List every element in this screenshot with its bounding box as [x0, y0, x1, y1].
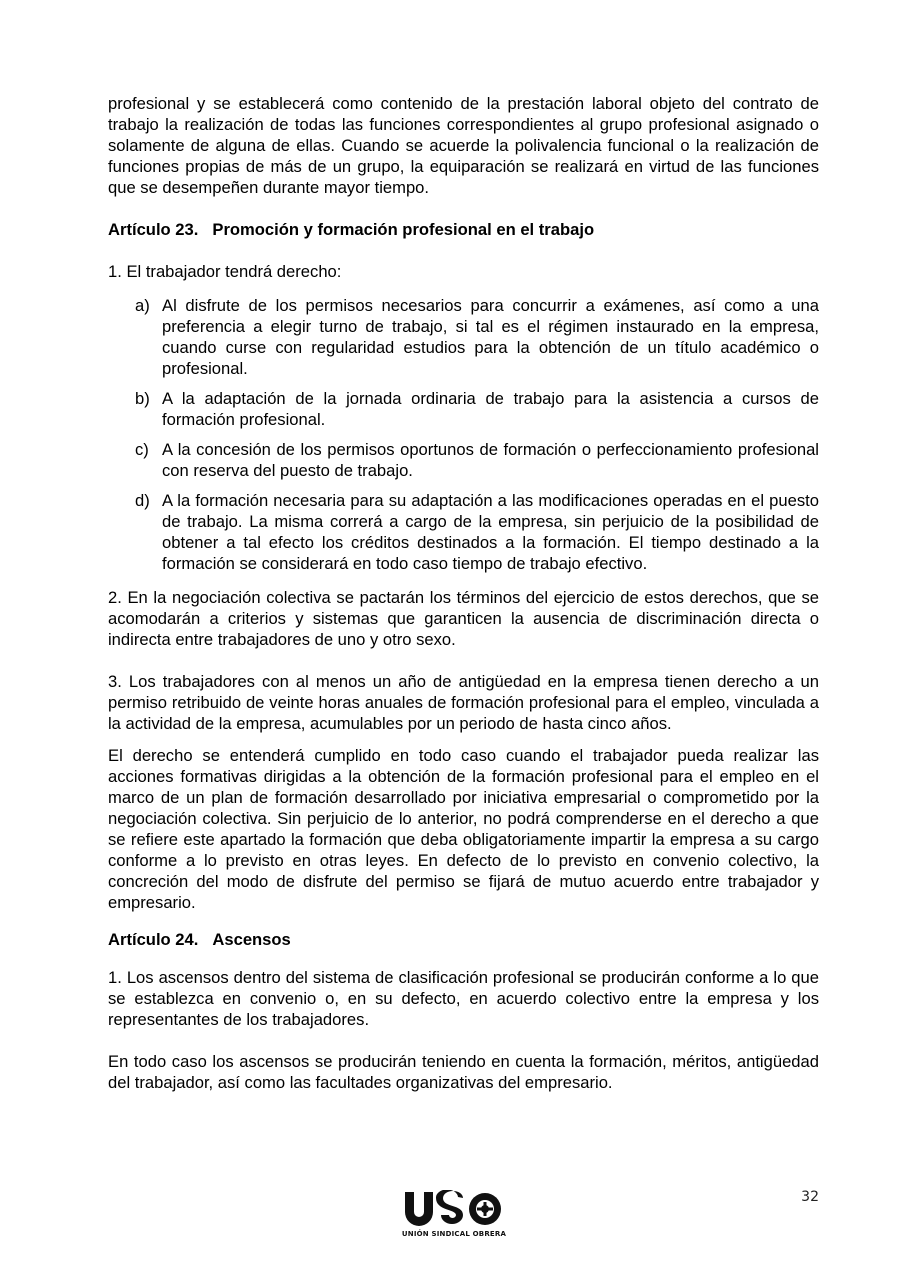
list-marker: b) [135, 389, 150, 408]
list-marker: a) [135, 296, 150, 315]
article-23-paragraph-1: 1. El trabajador tendrá derecho: [108, 262, 342, 281]
list-item [108, 295, 819, 379]
article-24-paragraph-2: En todo caso los ascensos se producirán teniendo en cuenta la formación, méritos, antigüedad del trabajador, así como las facultades organizativas del empresario. [108, 1052, 819, 1092]
uso-logo [401, 1190, 507, 1242]
list-item [108, 388, 819, 430]
article-23-number: Artículo 23. [108, 220, 199, 239]
article-24-paragraph-1: 1. Los ascensos dentro del sistema de clasificación profesional se producirán conforme a lo que se establezca en convenio o, en su defecto, en acuerdo colectivo entre la empresa y los representantes de los trabajadores. [108, 968, 819, 1029]
article-23-list [108, 295, 819, 574]
article-23-paragraph-2: 2. En la negociación colectiva se pactarán los términos del ejercicio de estos derechos, que se acomodarán a criterios y sistemas que garanticen la ausencia de discriminación directa o indirecta entre trabajadores de uno y otro sexo. [108, 588, 819, 649]
document-body [108, 93, 819, 1093]
article-23-paragraph-4: El derecho se entenderá cumplido en todo caso cuando el trabajador pueda realizar las acciones formativas dirigidas a la obtención de la formación profesional para el empleo en el marco de un plan de formación desarrollado por iniciativa empresarial o comprometido por la negociación colectiva. Sin perjuicio de lo anterior, no podrá comprenderse en el derecho a que se refiere este apartado la formación que deba obligatoriamente impartir la empresa a su cargo conforme a lo previsto en otras leyes. En defecto de lo previsto en convenio colectivo, la concreción del modo de disfrute del permiso se fijará de mutuo acuerdo entre trabajador y empresario. [108, 746, 819, 912]
logo-subtitle: UNIÓN SINDICAL OBRERA [401, 1230, 507, 1238]
intro-paragraph: profesional y se establecerá como contenido de la prestación laboral objeto del contrato de trabajo la realización de todas las funciones correspondientes al grupo profesional asignado o solamente de alguna de ellas. Cuando se acuerde la polivalencia funcional o la realización de funciones propias de más de un grupo, la equiparación se realizará en virtud de las funciones que se desempeñen durante mayor tiempo. [108, 94, 819, 197]
list-item-text: A la adaptación de la jornada ordinaria de trabajo para la asistencia a cursos de formación profesional. [162, 389, 819, 429]
article-23-heading [108, 219, 819, 240]
list-item-text: A la formación necesaria para su adaptación a las modificaciones operadas en el puesto de trabajo. La misma correrá a cargo de la empresa, sin perjuicio de la posibilidad de obtener a tal efecto los créditos destinados a la formación. El tiempo destinado a la formación se considerará en todo caso tiempo de trabajo efectivo. [162, 491, 819, 573]
article-24-number: Artículo 24. [108, 930, 199, 949]
list-item [108, 439, 819, 481]
page-number: 32 [801, 1189, 819, 1205]
article-24-title: Ascensos [212, 930, 291, 949]
article-23-paragraph-3: 3. Los trabajadores con al menos un año de antigüedad en la empresa tienen derecho a un permiso retribuido de veinte horas anuales de formación profesional para el empleo, vinculada a la actividad de la empresa, acumulables por un periodo de hasta cinco años. [108, 672, 819, 733]
article-23-title: Promoción y formación profesional en el trabajo [212, 220, 595, 239]
list-item-text: Al disfrute de los permisos necesarios para concurrir a exámenes, así como a una preferencia a elegir turno de trabajo, si tal es el régimen instaurado en la empresa, cuando curse con regularidad estudios para la obtención de un título académico o profesional. [162, 296, 819, 378]
list-marker: c) [135, 440, 149, 459]
article-24-heading [108, 929, 819, 950]
list-marker: d) [135, 491, 150, 510]
list-item-text: A la concesión de los permisos oportunos de formación o perfeccionamiento profesional con reserva del puesto de trabajo. [162, 440, 819, 480]
list-item [108, 490, 819, 574]
